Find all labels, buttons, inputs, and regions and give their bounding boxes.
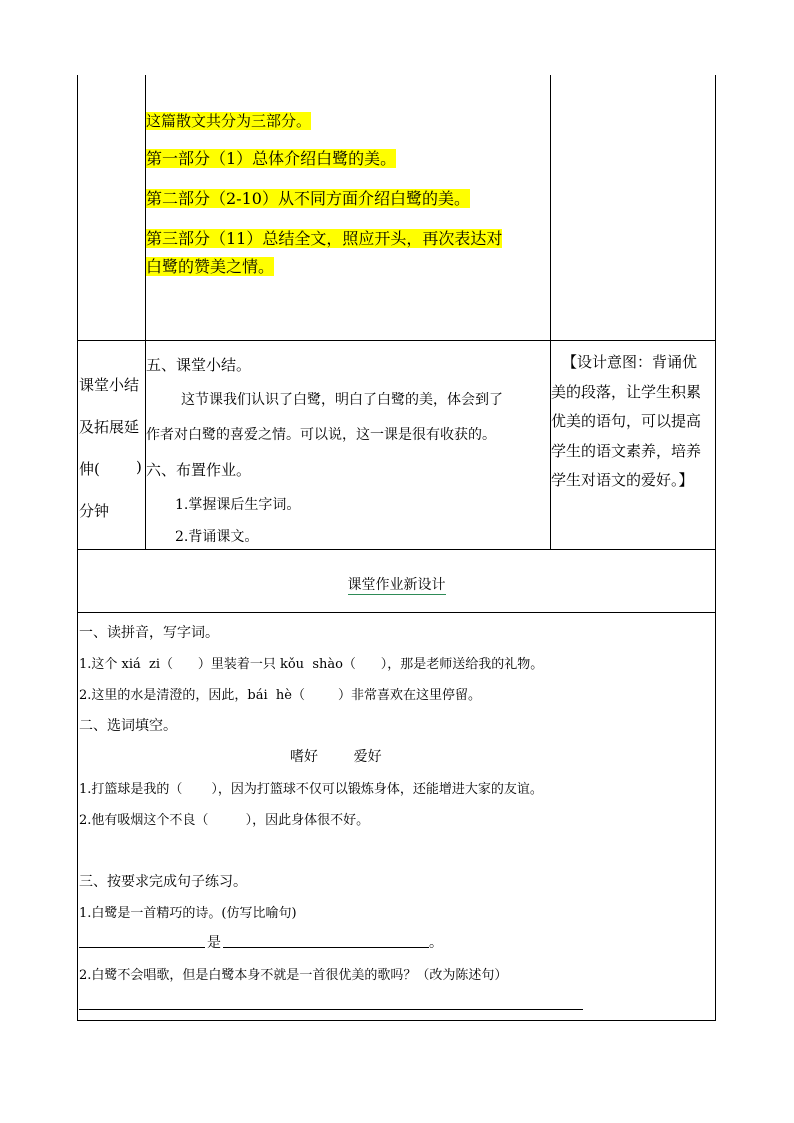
design-intent-line: 美的段落，让学生积累: [551, 383, 702, 401]
fill-connector: 是: [207, 935, 221, 951]
structure-line: [146, 146, 396, 169]
row-divider-3: [77, 612, 716, 613]
left-label-line: 分钟: [79, 502, 110, 520]
design-intent-line: 优美的语句，可以提高: [551, 412, 702, 430]
border-bottom: [77, 1020, 716, 1021]
exercise-question: 2.他有吸烟这个不良（ ），因此身体很不好。: [79, 813, 370, 828]
design-intent-line: 学生对语文的爱好。】: [551, 471, 694, 489]
highlighted-text: 第一部分（1）总体介绍白鹭的美。: [146, 149, 397, 168]
homework-item: 1.掌握课后生字词。: [175, 497, 301, 513]
left-label-line: ): [136, 458, 142, 476]
summary-heading: 五、课堂小结。: [146, 356, 252, 374]
exercise-question: 1.白鹭是一首精巧的诗。(仿写比喻句): [79, 906, 297, 921]
answer-blank[interactable]: [79, 947, 205, 948]
summary-text-line: 作者对白鹭的喜爱之情。可以说，这一课是很有收获的。: [146, 427, 496, 443]
left-label-line: 课堂小结: [79, 376, 140, 394]
row-divider-1: [77, 340, 716, 341]
homework-heading: 六、布置作业。: [146, 461, 252, 479]
section-title: 一、读拼音，写字词。: [79, 625, 219, 641]
title-text: 课堂作业新设计: [347, 577, 446, 593]
border-left: [77, 75, 78, 1021]
exercise-question: 2.这里的水是清澄的，因此，bái hè（ ）非常喜欢在这里停留。: [79, 688, 482, 703]
highlighted-text: 这篇散文共分为三部分。: [146, 112, 312, 130]
structure-line: [146, 254, 274, 277]
word-choices: 嗜好 爱好: [290, 749, 382, 765]
summary-text-line: 这节课我们认识了白鹭，明白了白鹭的美，体会到了: [181, 392, 503, 408]
exercise-question: 2.白鹭不会唱歌，但是白鹭本身不就是一首很优美的歌吗？（改为陈述句）: [79, 968, 508, 983]
fill-end-punct: 。: [429, 935, 443, 951]
structure-line: [146, 110, 311, 131]
left-label-line: 及拓展延: [79, 418, 140, 436]
highlighted-text: 第三部分（11）总结全文，照应开头，再次表达对: [146, 229, 503, 248]
homework-item: 2.背诵课文。: [175, 529, 259, 545]
highlighted-text: 白鹭的赞美之情。: [146, 257, 275, 276]
left-label-line: 伸(: [79, 460, 100, 478]
homework-design-title: [78, 574, 715, 594]
structure-line: [146, 226, 502, 249]
answer-blank[interactable]: [79, 1009, 583, 1010]
row-divider-2: [77, 549, 716, 550]
answer-blank[interactable]: [223, 947, 429, 948]
section-title: 三、按要求完成句子练习。: [79, 874, 247, 890]
design-intent-line: 学生的语文素养，培养: [551, 442, 702, 460]
design-intent-line: 【设计意图：背诵优: [562, 353, 698, 371]
border-right: [715, 75, 716, 1021]
section-title: 二、选词填空。: [79, 718, 177, 734]
exercise-question: 1.打篮球是我的（ ），因为打篮球不仅可以锻炼身体，还能增进大家的友谊。: [79, 782, 543, 797]
highlighted-text: 第二部分（2-10）从不同方面介绍白鹭的美。: [146, 189, 470, 208]
exercise-question: 1.这个 xiá zi（ ）里装着一只 kǒu shào（ ），那是老师送给我的礼物。: [79, 657, 544, 672]
structure-line: [146, 186, 470, 209]
